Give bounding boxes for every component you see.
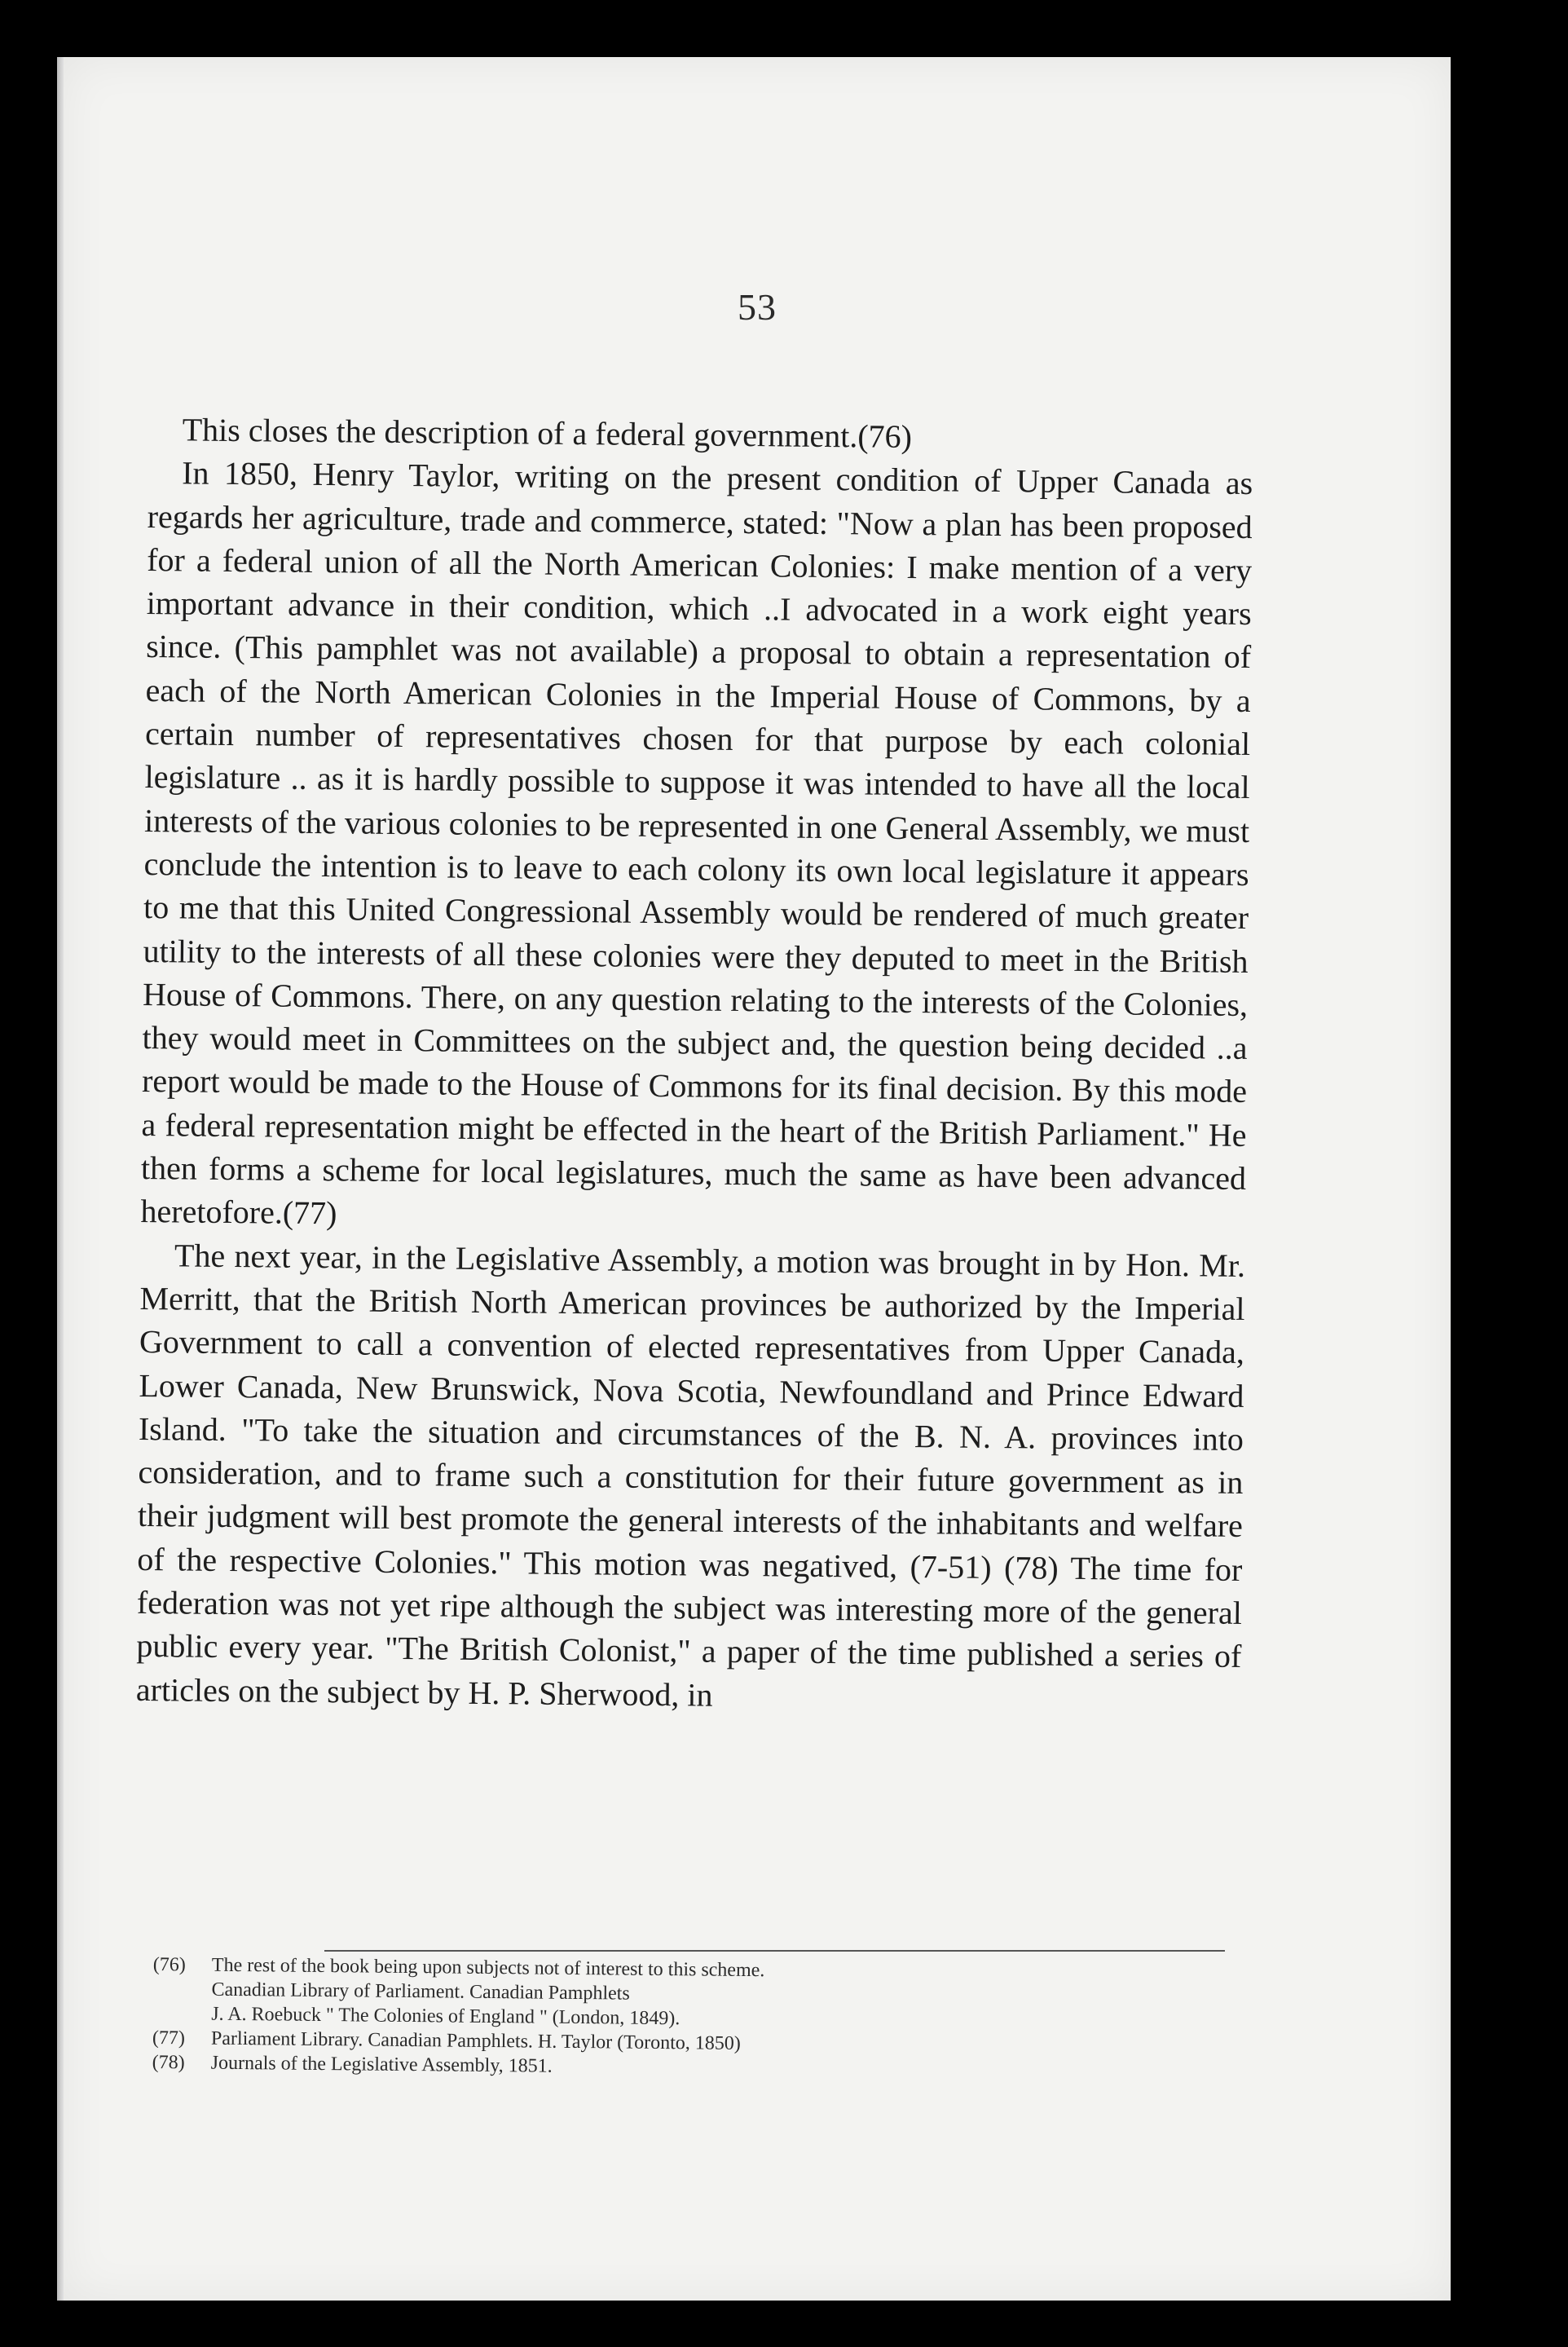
footnote-text: Parliament Library. Canadian Pamphlets. H. Taylor (Toronto, 1850) <box>210 2027 741 2054</box>
footnote-text: Canadian Library of Parliament. Canadian Pamphlets <box>211 1979 630 2005</box>
paragraph: The next year, in the Legislative Assembly, a motion was brought in by Hon. Mr. Merritt, that the British North American provinces be authorized by the Imperial Government to call a convention of elected representatives from Upper Canada, Lower Canada, New Brunswick, Nova Scotia, Newfoundland and Prince Edward Island. "To take the situation and circumstances of the B. N. A. provinces into consideration, and to frame such a constitution for their future government as in their judgment will best promote the general interests of the inhabitants and welfare of the respective Colonies." This motion was negatived, (7-51) (78) The time for federation was not yet ripe although the subject was interesting more of the general public every year. "The British Colonist," a paper of the time published a series of articles on the subject by H. P. Sherwood, in <box>135 1236 1246 1714</box>
paragraph: This closes the description of a federal government.(76) <box>182 411 913 455</box>
footnote-marker: (76) <box>152 1954 186 1976</box>
page-number: 53 <box>738 286 777 328</box>
footnote-marker: (78) <box>152 2051 185 2074</box>
footnote-text: The rest of the book being upon subjects not of interest to this scheme. <box>211 1954 765 1982</box>
footnote-text: Journals of the Legislative Assembly, 1851. <box>210 2052 553 2077</box>
footnote-text: J. A. Roebuck " The Colonies of England " (London, 1849). <box>211 2003 680 2030</box>
paragraph: In 1850, Henry Taylor, writing on the present condition of Upper Canada as regards her agriculture, trade and commerce, stated: "Now a plan has been proposed for a federal union of all the North American Colonies: I make mention of a very important advance in their condition, which ..I advocated in a work eight years since. (This pamphlet was not available) a proposal to obtain a representation of each of the North American Colonies in the Imperial House of Commons, by a certain number of representatives chosen for that purpose by each colonial legislature .. as it is hardly possible to suppose it was intended to have all the local interests of the various colonies to be represented in one General Assembly, we must conclude the intention is to leave to each colony its own local legislature it appears to me that this United Congressional Assembly would be rendered of much greater utility to the interests of all these colonies were they deputed to meet in the British House of Commons. There, on any question relating to the interests of the Colonies, they would meet in Committees on the subject and, the question being decided ..a report would be made to the House of Commons for its final decision. By this mode a federal representation might be effected in the heart of the British Parliament." He then forms a scheme for local legislatures, much the same as have been advanced heretofore.(77) <box>140 454 1253 1232</box>
body-text <box>136 408 1253 1722</box>
book-page <box>64 57 1451 2301</box>
footnote-marker: (77) <box>152 2027 186 2049</box>
footnote-marker <box>152 2001 211 2027</box>
footnote-marker <box>152 1977 211 2002</box>
footnotes <box>152 1952 1294 2085</box>
footnote-rule <box>324 1950 1225 1952</box>
